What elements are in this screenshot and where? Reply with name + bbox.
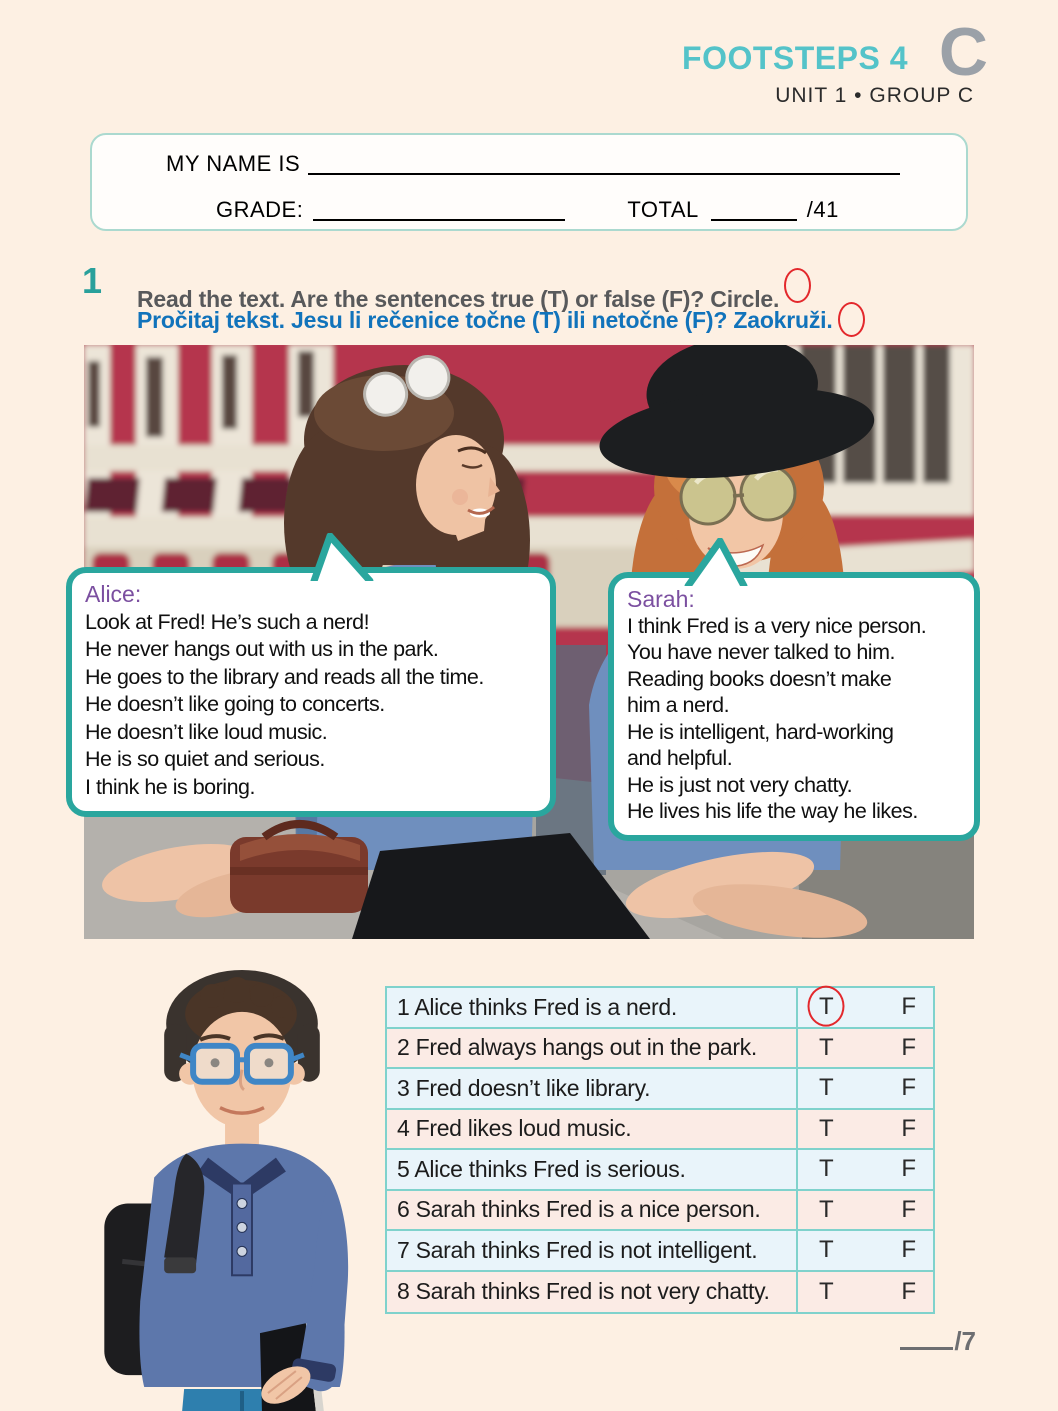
true-option[interactable]: T (819, 1155, 834, 1183)
tf-options (798, 1069, 933, 1108)
true-false-table (385, 986, 935, 1314)
true-option[interactable]: T (819, 1277, 834, 1305)
tf-options (798, 1272, 933, 1313)
statement-text: 4 Fred likes loud music. (387, 1110, 798, 1149)
false-option[interactable]: F (901, 1277, 916, 1305)
true-option[interactable]: T (819, 1114, 834, 1142)
dialogue-line: Look at Fred! He’s such a nerd! (85, 609, 370, 634)
tf-options (798, 1191, 933, 1230)
table-row (387, 1191, 933, 1232)
dialogue-lines (627, 613, 968, 825)
score-input-line[interactable] (900, 1325, 953, 1350)
name-grade-box (90, 133, 968, 231)
false-option[interactable]: F (901, 993, 916, 1021)
table-row (387, 1272, 933, 1313)
tf-options (798, 1150, 933, 1189)
total-denominator: /41 (806, 197, 839, 222)
dialogue-line: He is intelligent, hard-working (627, 719, 894, 744)
dialogue-line: He is just not very chatty. (627, 772, 853, 797)
false-option[interactable]: F (901, 1195, 916, 1223)
dialogue-line: He lives his life the way he likes. (627, 799, 918, 823)
false-option[interactable]: F (901, 1155, 916, 1183)
true-option[interactable]: T (819, 1033, 834, 1061)
exercise-score (900, 1325, 976, 1357)
table-row (387, 1150, 933, 1191)
dialogue-line: He doesn’t like loud music. (85, 719, 328, 744)
group-letter: C (938, 14, 988, 90)
speaker-name: Sarah: (627, 586, 695, 612)
table-row (387, 1069, 933, 1110)
instruction-croatian: Pročitaj tekst. Jesu li rečenice točne (T) ili netočne (F)? Zaokruži. (137, 307, 833, 333)
statement-text: 5 Alice thinks Fred is serious. (387, 1150, 798, 1189)
dialogue-line: He never hangs out with us in the park. (85, 637, 439, 661)
table-row (387, 1231, 933, 1272)
false-option[interactable]: F (901, 1074, 916, 1102)
dialogue-line: I think he is boring. (85, 774, 255, 799)
dialogue-line: He goes to the library and reads all the time. (85, 664, 484, 689)
statement-text: 7 Sarah thinks Fred is not intelligent. (387, 1231, 798, 1270)
book-title: FOOTSTEPS 4 (682, 40, 908, 76)
true-option[interactable]: T (819, 1195, 834, 1223)
false-option[interactable]: F (901, 1114, 916, 1142)
name-label: MY NAME IS (166, 151, 301, 176)
true-option[interactable]: T (819, 1236, 834, 1264)
statement-text: 2 Fred always hangs out in the park. (387, 1029, 798, 1068)
tf-options (798, 1231, 933, 1270)
speech-tail-alice (308, 533, 378, 581)
dialogue-line: He doesn’t like going to concerts. (85, 692, 385, 716)
true-option[interactable]: T (819, 1074, 834, 1102)
speech-tail-sarah (678, 538, 750, 586)
dialogue-line: I think Fred is a very nice person. (627, 613, 927, 638)
speech-bubble-sarah (608, 572, 980, 841)
circle-outline-icon (784, 268, 811, 303)
dialogue-line: He is so quiet and serious. (85, 747, 325, 771)
statement-text: 3 Fred doesn’t like library. (387, 1069, 798, 1108)
statement-text: 8 Sarah thinks Fred is not very chatty. (387, 1272, 798, 1313)
score-denominator: /7 (954, 1326, 976, 1356)
table-row (387, 1110, 933, 1151)
exercise-number: 1 (82, 260, 103, 301)
speech-bubble-alice (66, 567, 556, 817)
speaker-name: Alice: (85, 581, 142, 607)
dialogue-line: and helpful. (627, 746, 733, 770)
instruction-english: Read the text. Are the sentences true (T) or false (F)? Circle. (137, 286, 780, 312)
grade-input-line[interactable] (313, 199, 565, 221)
statement-text: 6 Sarah thinks Fred is a nice person. (387, 1191, 798, 1230)
true-option[interactable]: T (819, 993, 834, 1021)
statement-text: 1 Alice thinks Fred is a nerd. (387, 988, 798, 1027)
dialogue-line: You have never talked to him. (627, 640, 895, 664)
fred-photo (92, 962, 392, 1411)
unit-subtitle: UNIT 1 • GROUP C (775, 84, 974, 107)
total-label: TOTAL (627, 197, 699, 222)
false-option[interactable]: F (901, 1033, 916, 1061)
grade-label: GRADE: (216, 197, 304, 222)
dialogue-line: Reading books doesn’t make (627, 666, 892, 691)
tf-options (798, 988, 933, 1027)
name-input-line[interactable] (308, 153, 900, 175)
tf-options (798, 1029, 933, 1068)
total-input-line[interactable] (711, 199, 797, 221)
false-option[interactable]: F (901, 1236, 916, 1264)
answer-circle-icon (808, 986, 845, 1027)
circle-outline-icon (838, 302, 865, 337)
table-row (387, 1029, 933, 1070)
dialogue-line: him a nerd. (627, 693, 730, 717)
table-row (387, 988, 933, 1029)
tf-options (798, 1110, 933, 1149)
dialogue-lines (85, 609, 544, 802)
